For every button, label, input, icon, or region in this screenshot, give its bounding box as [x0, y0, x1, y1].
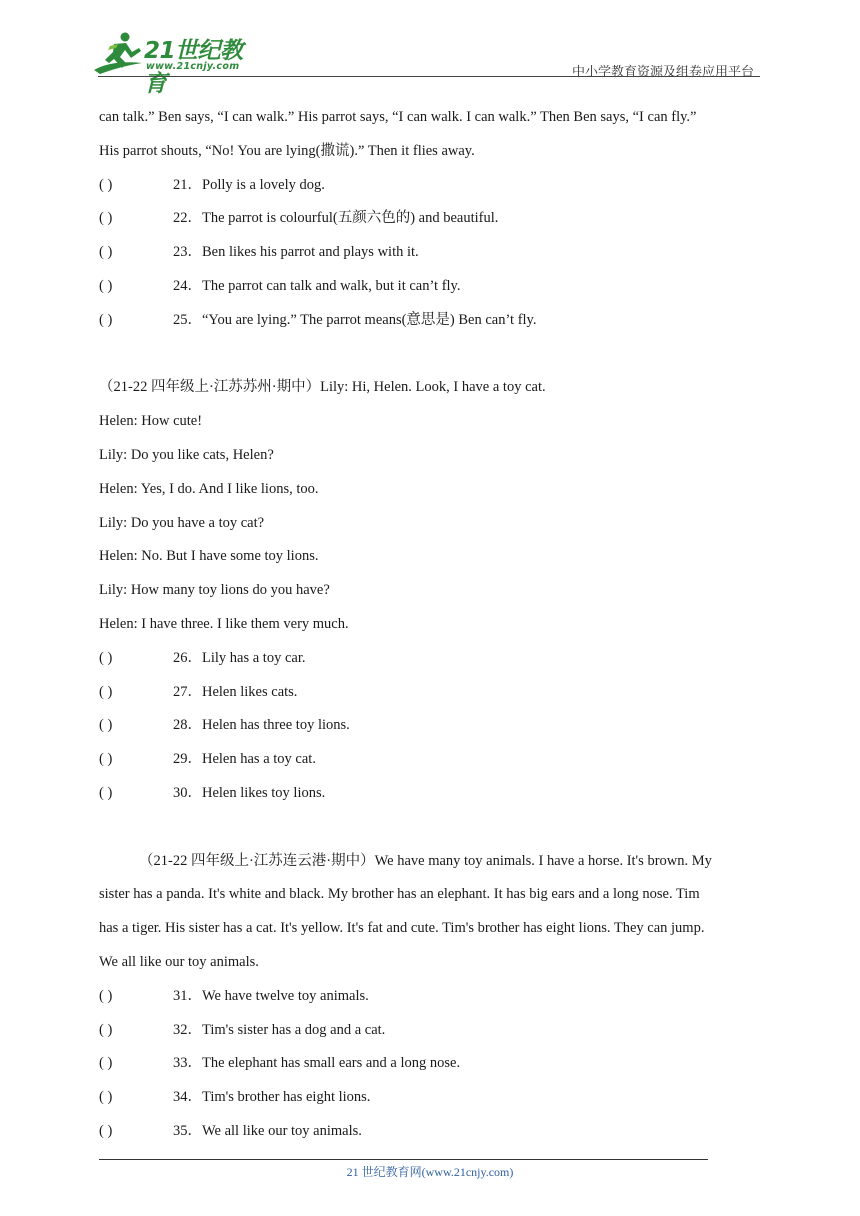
passage2-line: Lily: Do you have a toy cat?	[99, 514, 265, 531]
passage1-line: can talk.” Ben says, “I can walk.” His parrot says, “I can walk. I can walk.” Then Ben says, “I can fly.”	[99, 109, 697, 125]
answer-blank[interactable]: ( )	[99, 311, 113, 328]
page-footer	[0, 1163, 860, 1180]
question-text: 28．Helen has three toy lions.	[173, 717, 350, 734]
answer-blank[interactable]: ( )	[99, 210, 113, 227]
question-text: 34．Tim's brother has eight lions.	[173, 1089, 371, 1106]
answer-blank[interactable]: ( )	[99, 277, 113, 294]
footer-divider	[99, 1159, 708, 1160]
question-28	[99, 709, 767, 743]
question-26	[99, 642, 767, 676]
question-27	[99, 676, 767, 710]
question-29	[99, 743, 767, 777]
answer-blank[interactable]: ( )	[99, 1021, 113, 1038]
passage1-line: His parrot shouts, “No! You are lying(撒谎).” Then it flies away.	[99, 142, 475, 159]
answer-blank[interactable]: ( )	[99, 1089, 113, 1106]
answer-blank[interactable]: ( )	[99, 1122, 113, 1139]
question-23	[99, 236, 767, 270]
section-gap	[99, 811, 767, 845]
question-32	[99, 1014, 767, 1048]
logo-text: 21世纪教育	[144, 38, 243, 97]
answer-blank[interactable]: ( )	[99, 649, 113, 666]
footer-link[interactable]: 21 世纪教育网(www.21cnjy.com)	[346, 1165, 514, 1179]
question-text: 31．We have twelve toy animals.	[173, 987, 369, 1004]
question-text: 22．The parrot is colourful(五颜六色的) and beautiful.	[173, 210, 499, 227]
question-34	[99, 1081, 767, 1115]
question-text: 26．Lily has a toy car.	[173, 649, 306, 666]
answer-blank[interactable]: ( )	[99, 1055, 113, 1072]
passage2-line: Helen: How cute!	[99, 413, 203, 430]
passage3-line: sister has a panda. It's white and black. My brother has an elephant. It has big ears and a long nose. Tim	[99, 886, 700, 903]
question-35	[99, 1115, 767, 1149]
passage3-line: （21-22 四年级上·江苏连云港·期中）We have many toy animals. I have a horse. It's brown. My	[139, 852, 712, 869]
question-30	[99, 777, 767, 811]
header-divider	[98, 76, 760, 77]
runner-logo-icon	[92, 30, 148, 76]
answer-blank[interactable]: ( )	[99, 717, 113, 734]
site-logo[interactable]	[92, 30, 262, 97]
question-25	[99, 304, 767, 338]
question-text: 24．The parrot can talk and walk, but it can’t fly.	[173, 277, 461, 294]
answer-blank[interactable]: ( )	[99, 176, 113, 193]
passage2-line: Helen: I have three. I like them very much.	[99, 615, 349, 632]
answer-blank[interactable]: ( )	[99, 987, 113, 1004]
logo-url: www.21cnjy.com	[146, 61, 240, 72]
header-platform-name: 中小学教育资源及组卷应用平台	[571, 64, 754, 79]
passage2-line: Lily: Do you like cats, Helen?	[99, 446, 274, 463]
passage3-line: We all like our toy animals.	[99, 953, 259, 970]
question-21	[99, 169, 767, 203]
question-text: 35．We all like our toy animals.	[173, 1122, 362, 1139]
page-header	[0, 0, 860, 97]
question-24	[99, 270, 767, 304]
question-text: 30．Helen likes toy lions.	[173, 784, 326, 801]
answer-blank[interactable]: ( )	[99, 683, 113, 700]
question-text: 25．“You are lying.” The parrot means(意思是) Ben can’t fly.	[173, 311, 537, 328]
passage3-line: has a tiger. His sister has a cat. It's yellow. It's fat and cute. Tim's brother has eight lions. They can jump.	[99, 920, 705, 937]
passage2-line: Helen: No. But I have some toy lions.	[99, 548, 319, 565]
passage2-line: Lily: How many toy lions do you have?	[99, 582, 330, 599]
question-text: 32．Tim's sister has a dog and a cat.	[173, 1021, 386, 1038]
question-33	[99, 1047, 767, 1081]
question-text: 23．Ben likes his parrot and plays with it.	[173, 244, 419, 261]
document-body	[99, 101, 767, 1149]
question-text: 29．Helen has a toy cat.	[173, 751, 316, 768]
passage2-line: Helen: Yes, I do. And I like lions, too.	[99, 480, 319, 497]
answer-blank[interactable]: ( )	[99, 784, 113, 801]
question-text: 33．The elephant has small ears and a long nose.	[173, 1055, 461, 1072]
answer-blank[interactable]: ( )	[99, 751, 113, 768]
question-22	[99, 202, 767, 236]
passage2-line: （21-22 四年级上·江苏苏州·期中）Lily: Hi, Helen. Look, I have a toy cat.	[99, 379, 546, 396]
section-gap	[99, 338, 767, 372]
question-31	[99, 980, 767, 1014]
answer-blank[interactable]: ( )	[99, 244, 113, 261]
question-text: 27．Helen likes cats.	[173, 683, 298, 700]
question-text: 21．Polly is a lovely dog.	[173, 176, 325, 193]
